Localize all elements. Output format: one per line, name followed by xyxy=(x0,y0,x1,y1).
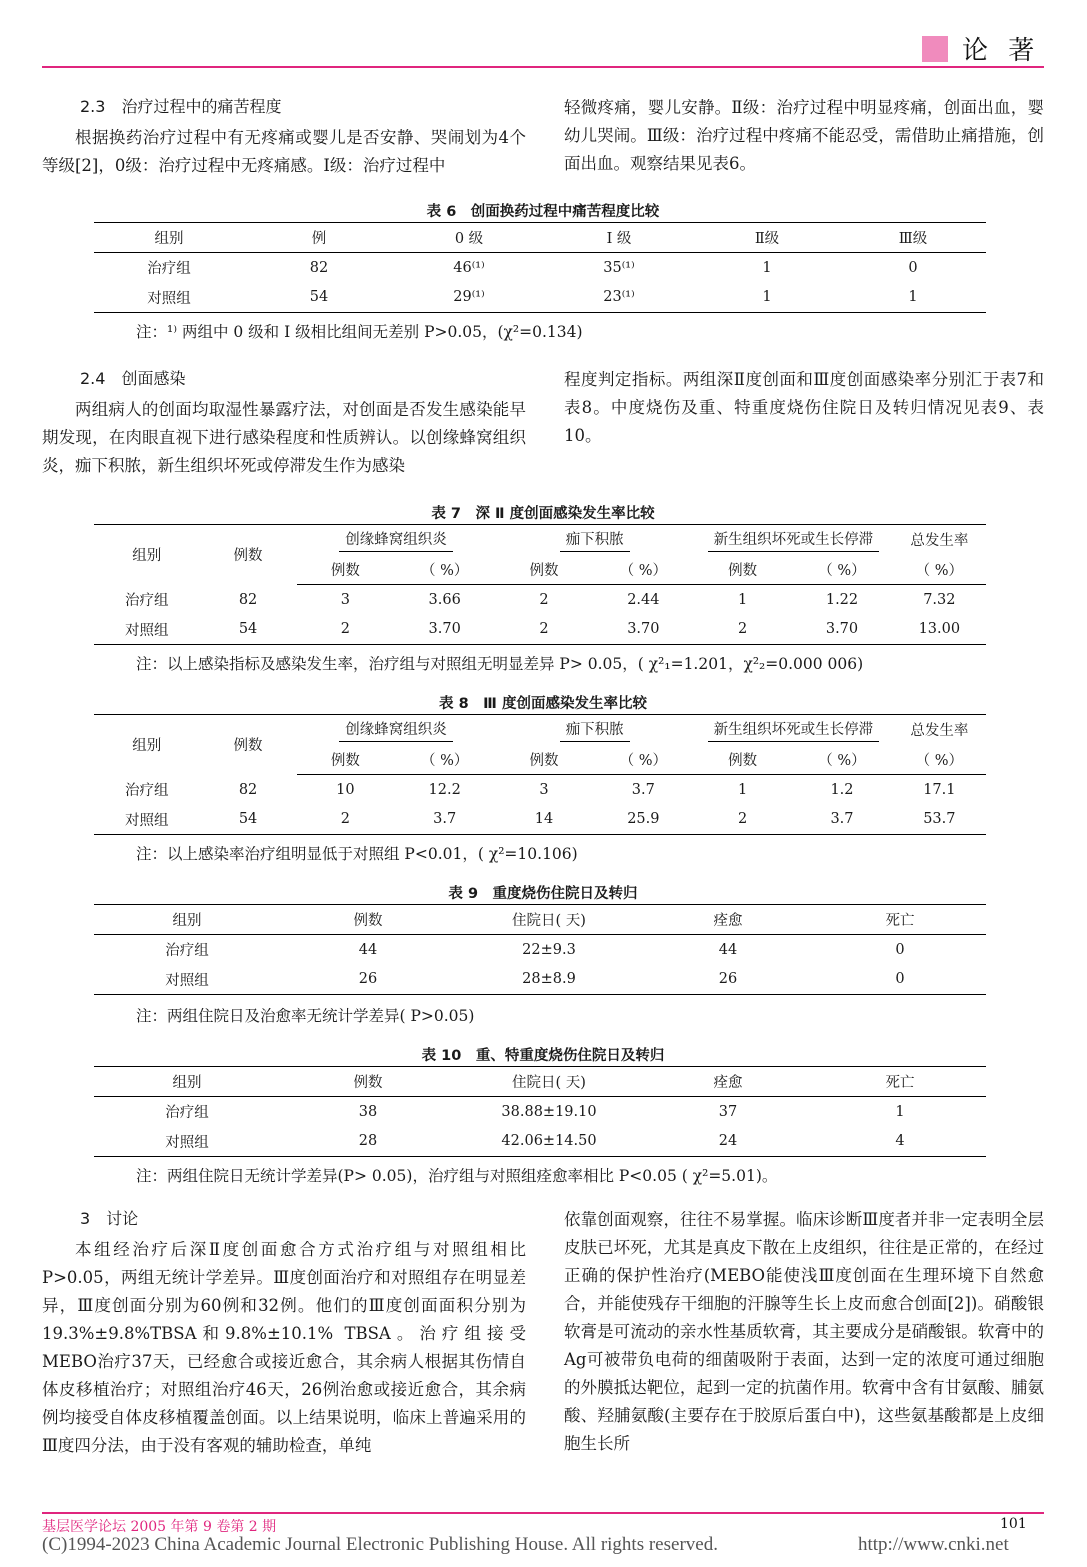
table6-header-n: 例 xyxy=(244,223,394,253)
table7 xyxy=(94,524,986,645)
table6-header-group: 组别 xyxy=(94,223,244,253)
table-cell: 82 xyxy=(238,591,258,608)
table-row xyxy=(94,615,986,645)
table7-sub-p1: （ %） xyxy=(394,555,495,585)
table9-header-death: 死亡 xyxy=(814,905,986,935)
table-cell: 14 xyxy=(534,811,554,828)
table-cell: 3.7 xyxy=(433,811,457,828)
table8-header-abscess: 痂下积脓 xyxy=(560,718,630,742)
table9-header-group: 组别 xyxy=(94,905,280,935)
table-cell: 13.00 xyxy=(918,621,961,638)
table7-header-group: 组别 xyxy=(132,548,162,565)
body-text-right-2-4: 程度判定指标。两组深Ⅱ度创面和Ⅲ度创面感染率分别汇于表7和表8。中度烧伤及重、特重度烧伤住院日及转归情况见表9、表10。 xyxy=(564,370,1044,445)
table-cell: 22±9.3 xyxy=(522,941,576,958)
table-cell: 28 xyxy=(358,1133,378,1150)
table7-header-cellulitis: 创缘蜂窝组织炎 xyxy=(339,528,453,552)
table-cell: 42.06±14.50 xyxy=(501,1133,597,1150)
body-text-right-top: 轻微疼痛，婴儿安静。Ⅱ级：治疗过程中明显疼痛，创面出血，婴幼儿哭闹。Ⅲ级：治疗过程中疼痛不能忍受，需借助止痛措施，创面出血。观察结果见表6。 xyxy=(564,98,1044,173)
table-cell: 25.9 xyxy=(627,811,660,828)
table-cell: 治疗组 xyxy=(165,943,209,960)
table-cell: 82 xyxy=(238,781,258,798)
table8-note: 注：以上感染率治疗组明显低于对照组 P<0.01，( χ²=10.106) xyxy=(136,845,578,863)
table-cell: 对照组 xyxy=(165,972,209,989)
table-cell: 3.66 xyxy=(428,591,461,608)
table9-note: 注：两组住院日及治愈率无统计学差异( P>0.05) xyxy=(136,1007,475,1025)
table-cell: 2 xyxy=(539,621,549,638)
table8-sub-n2: 例数 xyxy=(495,745,592,775)
table10 xyxy=(94,1066,986,1157)
section-heading-2-4: 2.4 创面感染 xyxy=(80,369,186,388)
table-cell: 3.7 xyxy=(830,811,854,828)
header-category: 论 著 xyxy=(962,36,1041,66)
table-cell: 37 xyxy=(718,1103,738,1120)
table-cell: 35⁽¹⁾ xyxy=(603,259,635,276)
table-cell: 3.70 xyxy=(825,621,859,638)
table-cell: 46⁽¹⁾ xyxy=(453,259,485,276)
table-cell: 2.44 xyxy=(627,591,660,608)
table-cell: 54 xyxy=(238,621,258,638)
table8-sub-total: （ %） xyxy=(893,745,986,775)
table7-header-abscess: 痂下积脓 xyxy=(560,528,630,552)
table-cell: 54 xyxy=(309,289,329,306)
table-cell: 3 xyxy=(539,781,549,798)
table-cell: 10 xyxy=(336,781,355,798)
body-text-left-3: 本组经治疗后深Ⅱ度创面愈合方式治疗组与对照组相比P>0.05，两组无统计学差异。Ⅲ度创面治疗和对照组存在明显差异，Ⅲ度创面分别为60例和32例。他们的Ⅲ度创面面积分别为19.3%±9.8%TBSA和9.8%±10.1% TBSA。治疗组接受MEBO治疗37天，已经愈合或接近愈合，其余病人根据其伤情自体皮移植治疗；对照组治疗46天，26例治愈或接近愈合，其余病例均接受自体皮移植覆盖创面。以上结果说明，临床上普遍采用的Ⅲ度四分法，由于没有客观的辅助检查，单纯 xyxy=(42,1240,526,1455)
section-heading-2-3: 2.3 治疗过程中的痛苦程度 xyxy=(80,97,282,116)
table-cell: 1.2 xyxy=(830,781,854,798)
table6-header-grade2: Ⅱ级 xyxy=(694,223,840,253)
table-cell: 4 xyxy=(895,1133,905,1150)
table8-header-group: 组别 xyxy=(132,738,162,755)
table-cell: 28±8.9 xyxy=(522,971,576,988)
table-cell: 17.1 xyxy=(923,781,956,798)
table8-header-cellulitis: 创缘蜂窝组织炎 xyxy=(339,718,453,742)
table-row xyxy=(94,775,986,805)
table8-header-n: 例数 xyxy=(233,738,263,755)
table-row xyxy=(94,283,986,313)
body-text-left-2-4: 两组病人的创面均取湿性暴露疗法，对创面是否发生感染能早期发现，在肉眼直视下进行感染程度和性质辨认。以创缘蜂窝组织炎，痂下积脓，新生组织坏死或停滞发生作为感染 xyxy=(42,400,526,475)
section-heading-3: 3 讨论 xyxy=(80,1209,139,1228)
table6-header-grade0: 0 级 xyxy=(394,223,544,253)
table7-header-necrosis: 新生组织坏死或生长停滞 xyxy=(708,528,880,552)
table-row xyxy=(94,253,986,283)
table9-header-cured: 痊愈 xyxy=(642,905,814,935)
table-row xyxy=(94,585,986,615)
table9 xyxy=(94,904,986,995)
table8-sub-p2: （ %） xyxy=(593,745,694,775)
table-row xyxy=(94,805,986,835)
table-cell: 对照组 xyxy=(147,290,191,307)
table-cell: 2 xyxy=(738,811,748,828)
table-cell: 38.88±19.10 xyxy=(501,1103,597,1120)
table-row xyxy=(94,935,986,965)
table10-header-cured: 痊愈 xyxy=(642,1067,814,1097)
table-cell: 44 xyxy=(358,941,378,958)
table-row xyxy=(94,965,986,995)
table-cell: 1 xyxy=(738,781,748,798)
table6-note: 注：¹⁾ 两组中 0 级和 Ⅰ 级相比组间无差别 P>0.05，(χ²=0.134) xyxy=(136,323,583,341)
header-marker xyxy=(922,36,948,62)
table-cell: 治疗组 xyxy=(124,783,169,799)
table8-header-necrosis: 新生组织坏死或生长停滞 xyxy=(708,718,880,742)
table-cell: 2 xyxy=(340,621,350,638)
table6-header-grade1: Ⅰ 级 xyxy=(544,223,694,253)
table-cell: 1 xyxy=(762,289,772,306)
table-cell: 24 xyxy=(718,1133,738,1150)
table-cell: 29⁽¹⁾ xyxy=(453,289,485,306)
table-cell: 82 xyxy=(309,259,329,276)
footer-rule xyxy=(42,1512,1044,1514)
footer-copyright: (C)1994-2023 China Academic Journal Electronic Publishing House. All rights reserved. xyxy=(42,1534,718,1555)
table10-header-death: 死亡 xyxy=(814,1067,986,1097)
table8-sub-p3: （ %） xyxy=(791,745,892,775)
table10-header-group: 组别 xyxy=(94,1067,280,1097)
table7-sub-total: （ %） xyxy=(893,555,986,585)
table-cell: 3.70 xyxy=(428,621,461,638)
table6-header-grade3: Ⅲ级 xyxy=(840,223,986,253)
table7-header-n: 例数 xyxy=(233,548,263,565)
footer-page-number: 101 xyxy=(1000,1516,1027,1532)
table7-note: 注：以上感染指标及感染发生率，治疗组与对照组无明显差异 P> 0.05，( χ²₁=1.201，χ²₂=0.000 006) xyxy=(136,655,864,673)
table7-sub-n2: 例数 xyxy=(495,555,592,585)
table-cell: 1 xyxy=(908,289,918,306)
table8 xyxy=(94,714,986,835)
table-cell: 23⁽¹⁾ xyxy=(603,289,635,306)
table10-note: 注：两组住院日无统计学差异(P> 0.05)，治疗组与对照组痊愈率相比 P<0.05 ( χ²=5.01)。 xyxy=(136,1167,778,1185)
table-cell: 0 xyxy=(895,941,905,958)
footer-journal: 基层医学论坛 2005 年第 9 卷第 2 期 xyxy=(42,1519,277,1535)
table8-sub-p1: （ %） xyxy=(394,745,495,775)
table-cell: 1 xyxy=(895,1103,905,1120)
table7-sub-n1: 例数 xyxy=(297,555,394,585)
table7-header-total: 总发生率 xyxy=(910,533,969,550)
table-cell: 12.2 xyxy=(428,781,461,798)
table-cell: 1 xyxy=(738,591,748,608)
table8-sub-n1: 例数 xyxy=(297,745,394,775)
table-cell: 44 xyxy=(718,941,738,958)
table-cell: 3 xyxy=(340,591,350,608)
table6 xyxy=(94,222,986,313)
table-cell: 对照组 xyxy=(124,812,169,829)
table10-header-days: 住院日( 天) xyxy=(456,1067,642,1097)
table7-sub-n3: 例数 xyxy=(694,555,791,585)
table8-caption: 表 8 Ⅲ 度创面感染发生率比较 xyxy=(439,696,647,712)
table10-header-n: 例数 xyxy=(280,1067,456,1097)
table-cell: 1 xyxy=(762,259,772,276)
table-cell: 0 xyxy=(908,259,918,276)
table-cell: 对照组 xyxy=(124,622,169,639)
table-cell: 26 xyxy=(718,971,738,988)
table-cell: 治疗组 xyxy=(147,261,191,278)
table-cell: 26 xyxy=(358,971,378,988)
table-cell: 治疗组 xyxy=(165,1105,209,1122)
table-cell: 1.22 xyxy=(825,591,859,608)
table-cell: 53.7 xyxy=(923,811,956,828)
table-cell: 0 xyxy=(895,971,905,988)
table-row xyxy=(94,1097,986,1127)
table-cell: 对照组 xyxy=(165,1134,209,1151)
table-cell: 治疗组 xyxy=(124,593,169,609)
table7-sub-p2: （ %） xyxy=(593,555,694,585)
table9-header-days: 住院日( 天) xyxy=(456,905,642,935)
header-rule xyxy=(42,66,1044,68)
table-cell: 3.7 xyxy=(631,781,655,798)
table9-caption: 表 9 重度烧伤住院日及转归 xyxy=(448,886,638,902)
footer-url: http://www.cnki.net xyxy=(858,1534,1009,1555)
table6-caption: 表 6 创面换药过程中痛苦程度比较 xyxy=(426,204,660,220)
table9-header-n: 例数 xyxy=(280,905,456,935)
table-cell: 2 xyxy=(738,621,748,638)
table-cell: 7.32 xyxy=(923,591,956,608)
table10-caption: 表 10 重、特重度烧伤住院日及转归 xyxy=(421,1048,665,1064)
table8-header-total: 总发生率 xyxy=(910,723,969,740)
table-cell: 2 xyxy=(340,811,350,828)
table7-caption: 表 7 深 Ⅱ 度创面感染发生率比较 xyxy=(431,506,655,522)
body-text-right-3: 依靠创面观察，往往不易掌握。临床诊断Ⅲ度者并非一定表明全层皮肤已坏死，尤其是真皮下散在上皮组织，往往是正常的，在经过正确的保护性治疗(MEBO能使浅Ⅲ度创面在生理环境下自然愈合，并能使残存干细胞的汗腺等生长上皮而愈合创面[2])。硝酸银软膏是可流动的亲水性基质软膏，其主要成分是硝酸银。软膏中的Ag可被带负电荷的细菌吸附于表面，达到一定的浓度可通过细胞的外膜抵达靶位，起到一定的抗菌作用。软膏中含有甘氨酸、脯氨酸、羟脯氨酸(主要存在于胶原后蛋白中)，这些氨基酸都是上皮细胞生长所 xyxy=(564,1210,1044,1453)
table-cell: 54 xyxy=(238,811,258,828)
table8-sub-n3: 例数 xyxy=(694,745,791,775)
table-cell: 2 xyxy=(539,591,549,608)
table7-sub-p3: （ %） xyxy=(791,555,892,585)
table-row xyxy=(94,1127,986,1157)
table-cell: 38 xyxy=(358,1103,378,1120)
body-text-left-top: 根据换药治疗过程中有无疼痛或婴儿是否安静、哭闹划为4个等级[2]，0级：治疗过程中无疼痛感。Ⅰ级：治疗过程中 xyxy=(42,128,526,175)
table-cell: 3.70 xyxy=(627,621,660,638)
